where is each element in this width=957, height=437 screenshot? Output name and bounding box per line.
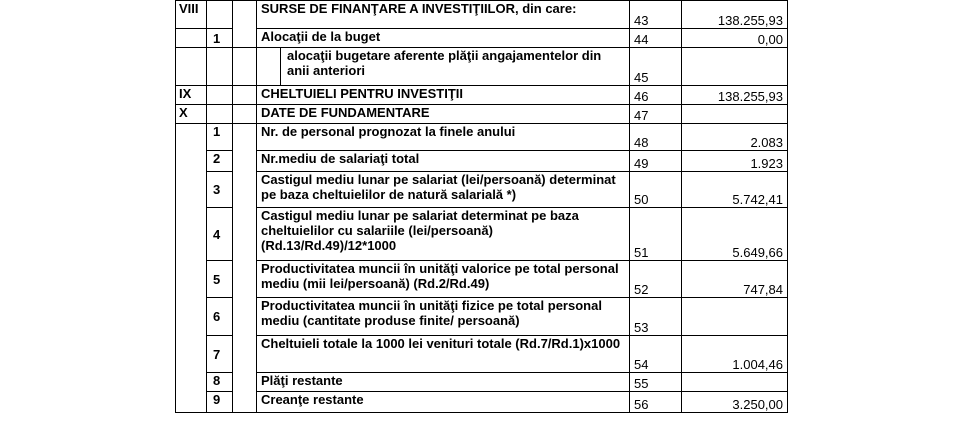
row-number: 1: [207, 29, 233, 48]
row-roman-numeral: [176, 298, 207, 336]
row-number: 3: [207, 172, 233, 208]
row-label: Creanţe restante: [257, 392, 630, 413]
row-number: 8: [207, 373, 233, 392]
row-label: DATE DE FUNDAMENTARE: [257, 105, 630, 124]
row-label: Plăţi restante: [257, 373, 630, 392]
row-value: 138.255,93: [682, 86, 788, 105]
table-row: [176, 373, 788, 392]
spacer-cell: [233, 151, 257, 172]
spacer-cell: [257, 48, 281, 86]
row-number: 2: [207, 151, 233, 172]
row-roman-numeral: [176, 208, 207, 261]
row-code: 46: [630, 86, 682, 105]
row-code: 51: [630, 208, 682, 261]
spacer-cell: [233, 392, 257, 413]
row-roman-numeral: [176, 48, 207, 86]
row-number: 1: [207, 124, 233, 151]
row-label: alocaţii bugetare aferente plăţii angajamentelor din anii anteriori: [281, 48, 630, 86]
row-roman-numeral: [176, 336, 207, 373]
row-label: Nr.mediu de salariaţi total: [257, 151, 630, 172]
table-row: [176, 392, 788, 413]
spacer-cell: [233, 86, 257, 105]
row-value: 1.004,46: [682, 336, 788, 373]
row-code: 54: [630, 336, 682, 373]
row-code: 43: [630, 1, 682, 29]
spacer-cell: [233, 1, 257, 29]
table-row: [176, 86, 788, 105]
row-code: 48: [630, 124, 682, 151]
spacer-cell: [233, 105, 257, 124]
row-number: 4: [207, 208, 233, 261]
row-value: 5.649,66: [682, 208, 788, 261]
row-label: CHELTUIELI PENTRU INVESTIŢII: [257, 86, 630, 105]
row-label: Castigul mediu lunar pe salariat determinat pe baza cheltuielilor cu salariile (lei/persoană) (Rd.13/Rd.49)/12*1000: [257, 208, 630, 261]
spacer-cell: [233, 124, 257, 151]
row-label: Castigul mediu lunar pe salariat (lei/persoană) determinat pe baza cheltuielilor de natură salarială *): [257, 172, 630, 208]
row-roman-numeral: VIII: [176, 1, 207, 29]
table-row: [176, 151, 788, 172]
row-value: 747,84: [682, 261, 788, 298]
table-row: [176, 336, 788, 373]
row-label: Productivitatea muncii în unităţi valorice pe total personal mediu (mii lei/persoană) (Rd.2/Rd.49): [257, 261, 630, 298]
table-row: [176, 29, 788, 48]
row-value: 1.923: [682, 151, 788, 172]
row-code: 44: [630, 29, 682, 48]
row-roman-numeral: [176, 392, 207, 413]
row-label: Alocaţii de la buget: [257, 29, 630, 48]
row-value: [682, 105, 788, 124]
row-value: 138.255,93: [682, 1, 788, 29]
spacer-cell: [233, 208, 257, 261]
row-roman-numeral: [176, 172, 207, 208]
table-row: [176, 1, 788, 29]
spacer-cell: [233, 48, 257, 86]
row-number: [207, 105, 233, 124]
row-label: Productivitatea muncii în unităţi fizice pe total personal mediu (cantitate produse finite/ persoană): [257, 298, 630, 336]
row-code: 55: [630, 373, 682, 392]
row-code: 52: [630, 261, 682, 298]
table-row: [176, 298, 788, 336]
spacer-cell: [233, 172, 257, 208]
row-roman-numeral: [176, 29, 207, 48]
row-number: [207, 1, 233, 29]
table-row: [176, 48, 788, 86]
row-label: Nr. de personal prognozat la finele anului: [257, 124, 630, 151]
spacer-cell: [233, 336, 257, 373]
row-code: 56: [630, 392, 682, 413]
row-value: [682, 373, 788, 392]
row-number: 5: [207, 261, 233, 298]
row-number: 7: [207, 336, 233, 373]
row-roman-numeral: X: [176, 105, 207, 124]
row-code: 49: [630, 151, 682, 172]
table-row: [176, 105, 788, 124]
row-label: SURSE DE FINANŢARE A INVESTIŢIILOR, din care:: [257, 1, 630, 29]
financial-data-table: [175, 0, 788, 413]
row-code: 45: [630, 48, 682, 86]
spacer-cell: [233, 373, 257, 392]
row-value: [682, 298, 788, 336]
row-number: [207, 86, 233, 105]
row-code: 53: [630, 298, 682, 336]
table-row: [176, 124, 788, 151]
row-value: 2.083: [682, 124, 788, 151]
spacer-cell: [233, 29, 257, 48]
row-roman-numeral: [176, 373, 207, 392]
table-row: [176, 261, 788, 298]
row-code: 50: [630, 172, 682, 208]
row-number: 9: [207, 392, 233, 413]
row-roman-numeral: [176, 124, 207, 151]
row-roman-numeral: IX: [176, 86, 207, 105]
row-code: 47: [630, 105, 682, 124]
spacer-cell: [233, 261, 257, 298]
row-label: Cheltuieli totale la 1000 lei venituri totale (Rd.7/Rd.1)x1000: [257, 336, 630, 373]
table-row: [176, 208, 788, 261]
row-number: 6: [207, 298, 233, 336]
row-value: [682, 48, 788, 86]
table-row: [176, 172, 788, 208]
row-value: 5.742,41: [682, 172, 788, 208]
spacer-cell: [233, 298, 257, 336]
row-value: 0,00: [682, 29, 788, 48]
row-roman-numeral: [176, 151, 207, 172]
row-roman-numeral: [176, 261, 207, 298]
row-number: [207, 48, 233, 86]
row-value: 3.250,00: [682, 392, 788, 413]
